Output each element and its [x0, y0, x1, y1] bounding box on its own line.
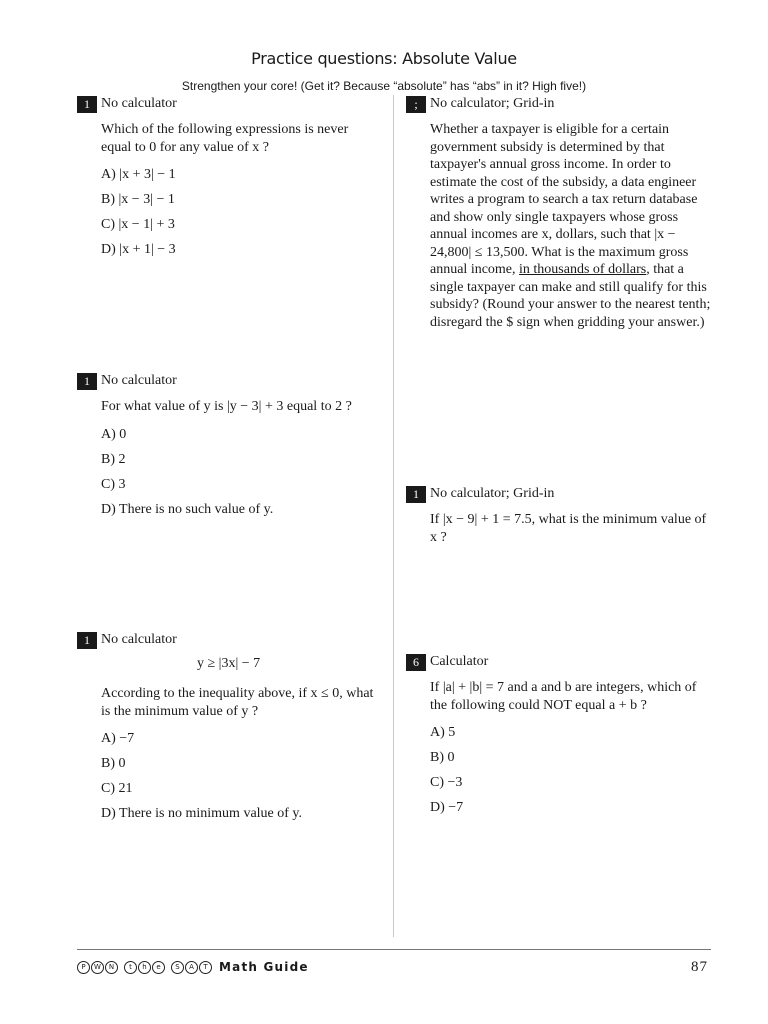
question-number-badge: 1: [406, 486, 426, 503]
question-number-badge: 1: [77, 632, 97, 649]
answer-choice-d: D) −7: [430, 800, 464, 815]
answer-choice-a: A) −7: [101, 731, 135, 746]
answer-choice-c: C) |x − 1| + 3: [101, 217, 175, 232]
logo-letter: h: [138, 961, 151, 974]
column-divider: [393, 95, 394, 937]
logo-letter: P: [77, 961, 90, 974]
answer-choice-b: B) |x − 3| − 1: [101, 192, 175, 207]
answer-choice-b: B) 2: [101, 451, 126, 467]
logo-letter: W: [91, 961, 104, 974]
answer-choice-d: D) |x + 1| − 3: [101, 242, 176, 257]
page-title: Practice questions: Absolute Value: [251, 49, 517, 68]
question-calculator-label: No calculator; Grid-in: [430, 486, 555, 502]
question-text: If |x − 9| + 1 = 7.5, what is the minimum value of x ?: [430, 512, 707, 545]
question-text: If |a| + |b| = 7 and a and b are integers, which of the following could NOT equal a + b ?: [430, 680, 697, 713]
answer-choices: [101, 426, 377, 526]
question-calculator-label: No calculator: [101, 96, 177, 112]
answer-choices: [101, 166, 377, 266]
answer-choice-b: B) 0: [430, 750, 455, 765]
question-block-1: [77, 95, 377, 266]
answer-choices: [101, 730, 377, 830]
logo-letter: N: [105, 961, 118, 974]
answer-choices: [430, 724, 714, 824]
question-block-6: [406, 653, 714, 824]
question-text: For what value of y is |y − 3| + 3 equal to 2 ?: [101, 399, 352, 414]
answer-choice-d: D) There is no minimum value of y.: [101, 806, 303, 821]
question-calculator-label: Calculator: [430, 654, 489, 670]
logo-letter: t: [124, 961, 137, 974]
question-calculator-label: No calculator; Grid-in: [430, 96, 555, 112]
answer-choice-a: A) 5: [430, 725, 456, 740]
question-header: [77, 95, 377, 113]
footer-rule: [77, 949, 711, 950]
page-subtitle: Strengthen your core! (Get it? Because “absolute” has “abs” in it? High five!): [181, 79, 587, 93]
page-number: 87: [691, 959, 708, 975]
logo-letter: e: [152, 961, 165, 974]
question-block-5: [406, 485, 714, 546]
logo-letter: T: [199, 961, 212, 974]
footer-logo: [77, 960, 309, 974]
question-header: [406, 95, 714, 113]
question-block-3: [77, 631, 377, 830]
inequality-equation: y ≥ |3x| − 7: [197, 656, 261, 671]
question-text: Which of the following expressions is never equal to 0 for any value of x ?: [101, 122, 349, 155]
question-number-badge: ;: [406, 96, 426, 113]
question-text-part: Whether a taxpayer is eligible for a certain government subsidy is determined by that taxpayer's annual gross income. In order to estimate the cost of the subsidy, a data engineer writes a program to search a tax return database and show only single taxpayers whose gross annual incomes are x, dollars, such that |x − 24,800| ≤ 13,500. What is the maximum gross annual income,: [430, 122, 698, 277]
question-text-part: , that a single taxpayer can make and still qualify for this subsidy? (Round your answer to the nearest tenth; disregard the $ sign when gridding your answer.): [430, 262, 711, 330]
question-text: [430, 121, 714, 331]
answer-choice-a: A) |x + 3| − 1: [101, 167, 176, 182]
question-header: [77, 372, 377, 390]
question-header: [406, 653, 714, 671]
logo-letter: A: [185, 961, 198, 974]
footer-guide-label: Math Guide: [219, 960, 309, 974]
question-number-badge: 1: [77, 373, 97, 390]
answer-choice-d: D) There is no such value of y.: [101, 501, 274, 517]
question-calculator-label: No calculator: [101, 373, 177, 389]
question-text: According to the inequality above, if x ≤ 0, what is the minimum value of y ?: [101, 686, 374, 719]
answer-choice-b: B) 0: [101, 756, 126, 771]
question-block-2: [77, 372, 377, 526]
answer-choice-c: C) 21: [101, 781, 133, 796]
logo-letter: S: [171, 961, 184, 974]
answer-choice-a: A) 0: [101, 426, 127, 442]
answer-choice-c: C) 3: [101, 476, 126, 492]
question-block-4: [406, 95, 714, 331]
question-header: [77, 631, 377, 649]
question-number-badge: 1: [77, 96, 97, 113]
question-text-underlined: in thousands of dollars: [519, 262, 647, 277]
question-calculator-label: No calculator: [101, 632, 177, 648]
question-header: [406, 485, 714, 503]
question-number-badge: 6: [406, 654, 426, 671]
answer-choice-c: C) −3: [430, 775, 463, 790]
